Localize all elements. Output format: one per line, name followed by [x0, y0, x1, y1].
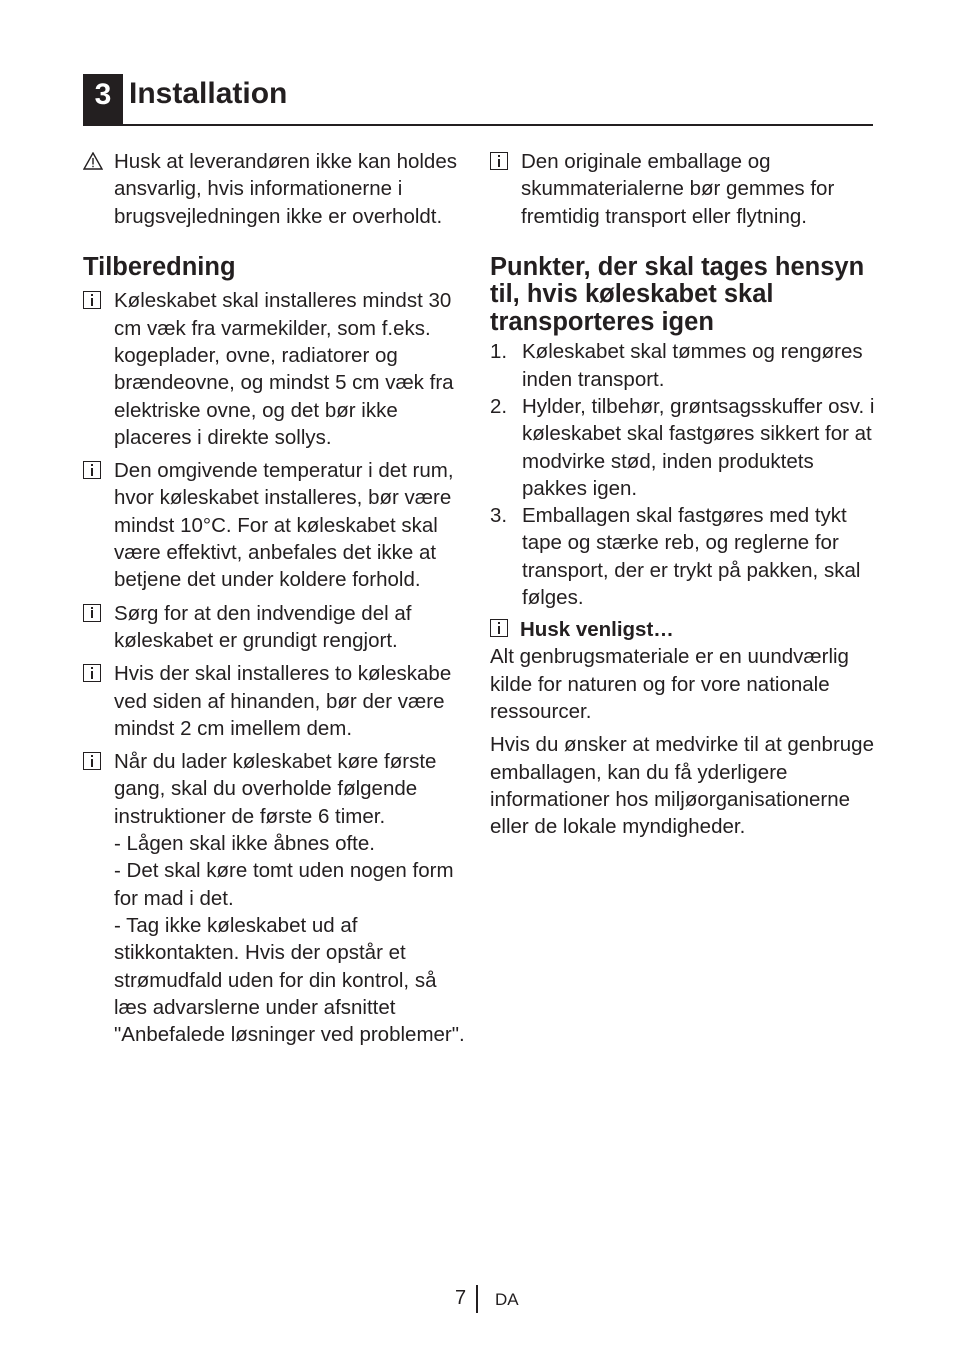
info-icon	[83, 604, 101, 622]
warning-text: Husk at leverandøren ikke kan holdes ansvarlig, hvis informationerne i brugsvejledningen ikke er overholdt.	[114, 150, 457, 228]
warning-icon	[83, 152, 101, 170]
note-heading-text: Husk venligst…	[520, 618, 674, 642]
section-heading-transport: Punkter, der skal tages hensyn til, hvis køleskabet skal transporteres igen	[490, 252, 865, 336]
footer-divider	[476, 1285, 478, 1313]
list-item-number: 2.	[490, 394, 508, 418]
chapter-header	[83, 74, 873, 126]
info-icon	[83, 291, 101, 309]
list-item-number: 3.	[490, 504, 508, 528]
info-icon	[83, 461, 101, 479]
list-item	[490, 338, 875, 393]
info-item	[83, 600, 468, 655]
list-item-text: Køleskabet skal tømmes og rengøres inden transport.	[522, 340, 863, 391]
language-code: DA	[495, 1290, 519, 1309]
left-column	[83, 148, 468, 1054]
note-paragraph: Hvis du ønsker at medvirke til at genbruge emballagen, kan du få yderligere informationer hos miljøorganisationerne eller de lokale myndigheder.	[490, 733, 874, 839]
list-item	[490, 502, 875, 611]
info-item-text: Den omgivende temperatur i det rum, hvor køleskabet installeres, bør være mindst 10°C. For at køleskabet skal være effektivt, anbefales det ikke at betjene det under koldere forhold.	[114, 459, 454, 592]
info-icon	[490, 152, 508, 170]
info-item-text: Køleskabet skal installeres mindst 30 cm væk fra varmekilder, som f.eks. kogeplader, ovne, radiatorer og brændeovne, og mindst 5 cm væk fra elektriske ovne, og det bør ikke placeres i direkte sollys.	[114, 289, 454, 449]
first-run-line: - Lågen skal ikke åbnes ofte.	[114, 832, 375, 856]
list-item-text: Emballagen skal fastgøres med tykt tape og stærke reb, og reglerne for transport, der er trykt på pakken, skal følges.	[522, 504, 861, 610]
info-note-text: Den originale emballage og skummaterialerne bør gemmes for fremtidig transport eller flytning.	[521, 150, 835, 228]
info-icon	[490, 619, 508, 637]
info-item-first-run	[83, 748, 468, 1048]
first-run-line: - Det skal køre tomt uden nogen form for mad i det.	[114, 859, 454, 910]
info-item	[83, 287, 468, 451]
list-item	[490, 393, 875, 502]
info-icon	[83, 752, 101, 770]
info-item	[83, 457, 468, 593]
info-icon	[83, 664, 101, 682]
list-item-number: 1.	[490, 340, 508, 364]
info-item	[83, 660, 468, 742]
first-run-intro: Når du lader køleskabet køre første gang, skal du overholde følgende instruktioner de første 6 timer.	[114, 750, 437, 828]
section-heading-tilberedning: Tilberedning	[83, 252, 236, 281]
chapter-number: 3	[83, 74, 123, 124]
note-heading	[490, 616, 875, 643]
warning-note	[83, 148, 468, 230]
info-note-packaging	[490, 148, 875, 230]
first-run-line: - Tag ikke køleskabet ud af stikkontakten. Hvis der opstår et strømudfald uden for din kontrol, så læs advarslerne under afsnittet "Anbefalede løsninger ved problemer".	[114, 913, 465, 1047]
info-item-text: Hvis der skal installeres to køleskabe ved siden af hinanden, bør der være mindst 2 cm imellem dem.	[114, 662, 452, 740]
info-item-text: Sørg for at den indvendige del af køleskabet er grundigt rengjort.	[114, 601, 412, 652]
note-paragraph: Alt genbrugsmateriale er en uundværlig kilde for naturen og for vore nationale ressourcer.	[490, 645, 849, 723]
page-number: 7	[455, 1287, 467, 1309]
transport-steps	[490, 338, 875, 611]
chapter-title: Installation	[129, 77, 288, 110]
right-column	[490, 148, 875, 846]
list-item-text: Hylder, tilbehør, grøntsagsskuffer osv. i køleskabet skal fastgøres sikkert for at modvirke stød, inden produktets pakkes igen.	[522, 394, 875, 500]
